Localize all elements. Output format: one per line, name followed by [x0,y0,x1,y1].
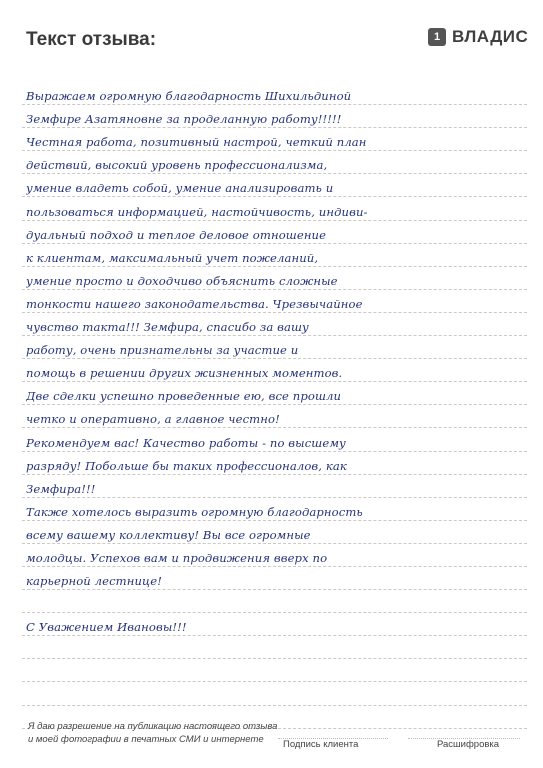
ruled-line [22,405,527,428]
ruled-line [22,567,527,590]
handwritten-text: молодцы. Успехов вам и продвижения вверх по [26,550,328,565]
handwritten-text: к клиентам, максимальный учет пожеланий, [26,250,319,265]
ruled-line [22,452,527,475]
decoding-label: Расшифровка [437,739,500,750]
handwritten-text: разряду! Побольше бы таких профессионалов, как [26,458,347,473]
ruled-line [22,105,527,128]
ruled-line [22,336,527,359]
handwritten-text: Также хотелось выразить огромную благодарность [26,504,363,519]
handwritten-text: всему вашему коллективу! Вы все огромные [26,527,311,542]
handwritten-text: пользоваться информацией, настойчивость, индиви- [26,204,368,219]
ruled-line [22,197,527,220]
ruled-line [22,682,527,705]
handwritten-text: умение владеть собой, умение анализировать и [26,181,334,196]
handwritten-text: работу, очень признательны за участие и [26,343,299,358]
handwritten-text: дуальный подход и теплое деловое отношение [26,227,327,242]
handwritten-text: Земфира!!! [26,481,96,496]
ruled-line [22,267,527,290]
ruled-line [22,244,527,267]
review-lines [22,82,527,729]
company-logo [428,27,528,47]
handwritten-text: Рекомендуем вас! Качество работы - по высшему [26,435,346,450]
ruled-line [22,544,527,567]
handwritten-text: помощь в решении других жизненных моментов. [26,366,343,381]
consent-line: и моей фотографии в печатных СМИ и интернете [28,734,264,745]
ruled-line [22,475,527,498]
logo-text: ВЛАДИС [452,27,529,46]
consent-text [28,720,277,746]
ruled-line [22,174,527,197]
consent-line: Я даю разрешение на публикацию настоящего отзыва [28,721,278,732]
house-logo-icon: 1 [428,28,446,46]
handwritten-text: карьерной лестнице! [26,574,162,589]
handwritten-text: чувство такта!!! Земфира, спасибо за вашу [26,320,309,335]
ruled-line [22,590,527,613]
ruled-line [22,428,527,451]
ruled-line [22,151,527,174]
handwritten-text: умение просто и доходчиво объяснить сложные [26,273,338,288]
ruled-line [22,498,527,521]
ruled-line [22,82,527,105]
handwritten-text: действий, высокий уровень профессионализма, [26,158,328,173]
ruled-line [22,313,527,336]
handwritten-text: тонкости нашего законодательства. Чрезвычайное [26,296,363,311]
ruled-line [22,128,527,151]
handwritten-text: Честная работа, позитивный настрой, четкий план [26,135,367,150]
ruled-line [22,382,527,405]
ruled-line [22,521,527,544]
handwritten-text: Выражаем огромную благодарность Шихильдиной [26,89,352,104]
ruled-line [22,659,527,682]
handwritten-text: Две сделки успешно проведенные ею, все прошли [26,389,342,404]
handwritten-text: Земфире Азатяновне за проделанную работу!!!!! [26,112,342,127]
ruled-line [22,290,527,313]
ruled-line [22,636,527,659]
signature-label: Подпись клиента [283,739,359,750]
ruled-line [22,613,527,636]
ruled-line [22,221,527,244]
form-title: Текст отзыва: [26,29,157,50]
handwritten-text: четко и оперативно, а главное честно! [26,412,280,427]
ruled-line [22,359,527,382]
handwritten-text: С Уважением Ивановы!!! [26,620,187,635]
